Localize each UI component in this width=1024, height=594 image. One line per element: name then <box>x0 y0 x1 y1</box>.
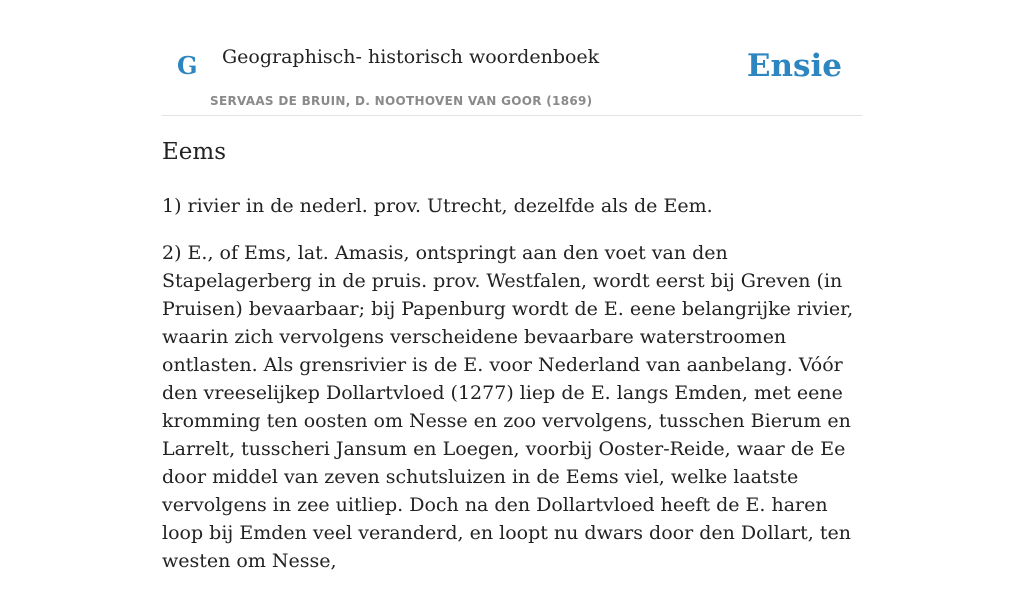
page-header <box>162 0 862 116</box>
entry-paragraph-1: 1) rivier in de nederl. prov. Utrecht, dezelfde als de Eem. <box>162 195 713 217</box>
book-title[interactable]: Geographisch- historisch woordenboek <box>222 46 600 68</box>
page-container <box>162 0 862 572</box>
book-authors: SERVAAS DE BRUIN, D. NOOTHOVEN VAN GOOR (1869) <box>210 94 593 108</box>
dictionary-logo[interactable]: G <box>177 51 198 80</box>
entry-paragraph-2: 2) E., of Ems, lat. Amasis, ontspringt aan den voet van den Stapelagerberg in de pruis. prov. Westfalen, wordt eerst bij Greven (in Pruisen) bevaarbaar; bij Papenburg wordt de E. eene belangrijke rivier, waarin zich vervolgens verscheidene bevaarbare waterstroomen ontlasten. Als grensrivier is de E. voor Nederland van aanbelang. Vóór den vreeselijkep Dollartvloed (1277) liep de E. langs Emden, met eene kromming ten oosten om Nesse en zoo vervolgens, tusschen Bierum en Larrelt, tusscheri Jansum en Loegen, voorbij Ooster-Reide, waar de Ee door middel van zeven schutsluizen in de Eems viel, welke laatste vervolgens in zee uitliep. Doch na den Dollartvloed heeft de E. haren loop bij Emden veel veranderd, en loopt nu dwars door den Dollart, ten westen om Nesse, <box>162 242 854 572</box>
entry-body <box>162 192 862 594</box>
ensie-logo[interactable]: Ensie <box>746 48 842 84</box>
entry-title: Eems <box>162 139 227 165</box>
